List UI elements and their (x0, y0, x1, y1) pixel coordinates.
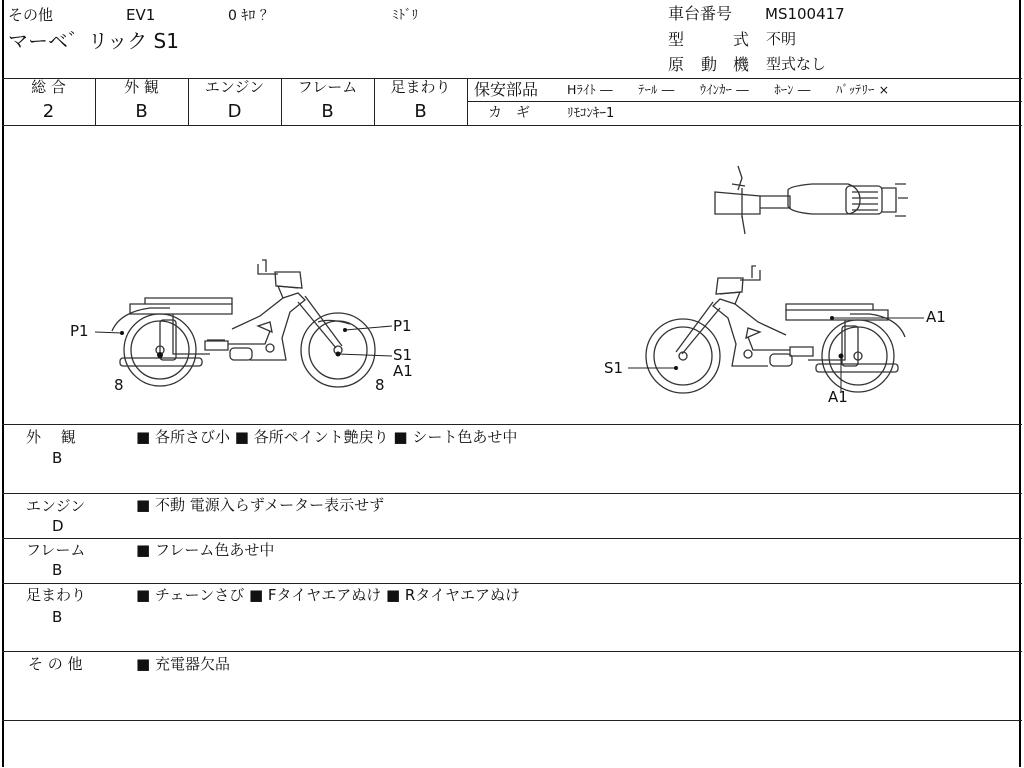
suspension-grade: B (414, 101, 427, 122)
scooter-left-side-view (112, 260, 375, 387)
notes-engine-grade: D (52, 517, 64, 535)
divider (2, 493, 1022, 494)
notes-other-label: そ の 他 (28, 655, 83, 673)
engine-grade-label: エンジン (204, 78, 265, 96)
label-a1-bottom: A1 (828, 388, 848, 406)
divider (2, 720, 1022, 721)
label-8-left: 8 (114, 376, 124, 394)
divider (2, 538, 1022, 539)
notes-suspension-text: ■ チェーンさび ■ Fタイヤエアぬけ ■ Rタイヤエアぬけ (136, 586, 521, 604)
type-label-1: 型 (668, 30, 685, 49)
notes-exterior-label: 外 観 (26, 428, 76, 446)
color: ﾐﾄﾞﾘ (392, 8, 418, 23)
engine-value: 型式なし (766, 55, 827, 73)
exterior-grade-label: 外 観 (124, 78, 159, 96)
vehicle-name: マーベ゛リック S1 (8, 29, 179, 53)
notes-frame-grade: B (52, 561, 63, 579)
leader-lines (95, 318, 924, 394)
safety-parts-label: 保安部品 (474, 80, 539, 99)
label-p1-left: P1 (70, 322, 89, 340)
divider (2, 651, 1022, 652)
notes-frame-text: ■ フレーム色あせ中 (136, 541, 275, 559)
notes-suspension-label: 足まわり (26, 586, 87, 604)
overall-grade: 2 (42, 101, 55, 122)
notes-exterior-text: ■ 各所さび小 ■ 各所ペイント艶戻り ■ シート色あせ中 (136, 428, 518, 446)
frame-no-label: 車台番号 (668, 4, 733, 23)
frame-grade-label: フレーム (297, 78, 358, 96)
notes-exterior-grade: B (52, 449, 63, 467)
notes-frame-label: フレーム (26, 541, 86, 559)
label-p1-right: P1 (393, 317, 412, 335)
engine-grade: D (227, 101, 242, 122)
notes-other-text: ■ 充電器欠品 (136, 655, 230, 673)
divider (2, 424, 1022, 425)
engine-label-1: 原 (668, 55, 685, 74)
category-label: その他 (8, 6, 54, 24)
frame-no: MS100417 (765, 5, 845, 23)
mileage: 0 ｷﾛ ？ (228, 8, 274, 24)
engine-label-2: 動 (701, 55, 718, 74)
type-label-2: 式 (733, 30, 750, 49)
scooter-right-side-view (646, 266, 905, 393)
damage-diagram (0, 126, 1024, 424)
type-value: 不明 (766, 30, 797, 48)
label-s1-right: S1 (604, 359, 624, 377)
label-s1: S1 (393, 346, 413, 364)
notes-engine-label: エンジン (26, 497, 86, 515)
divider (467, 101, 1022, 102)
overall-grade-label: 総 合 (31, 78, 66, 96)
suspension-grade-label: 足まわり (390, 78, 451, 96)
label-a1: A1 (393, 362, 413, 380)
key-value: ﾘﾓｺﾝｷｰ1 (567, 106, 615, 121)
key-label: カ ギ (488, 105, 530, 121)
engine-label-3: 機 (733, 55, 750, 74)
frame-grade: B (321, 101, 334, 122)
model-code: EV1 (126, 6, 156, 24)
notes-engine-text: ■ 不動 電源入らずメーター表示せず (136, 496, 385, 514)
exterior-grade: B (135, 101, 148, 122)
notes-suspension-grade: B (52, 608, 63, 626)
label-a1-top: A1 (926, 308, 946, 326)
label-8-right: 8 (375, 376, 385, 394)
scooter-top-view (715, 166, 908, 234)
divider (2, 583, 1022, 584)
safety-parts-items: Hﾗｲﾄ ― ﾃｰﾙ ― ｳｲﾝｶｰ ― ﾎｰﾝ ― ﾊﾞｯﾃﾘｰ × (567, 82, 890, 97)
